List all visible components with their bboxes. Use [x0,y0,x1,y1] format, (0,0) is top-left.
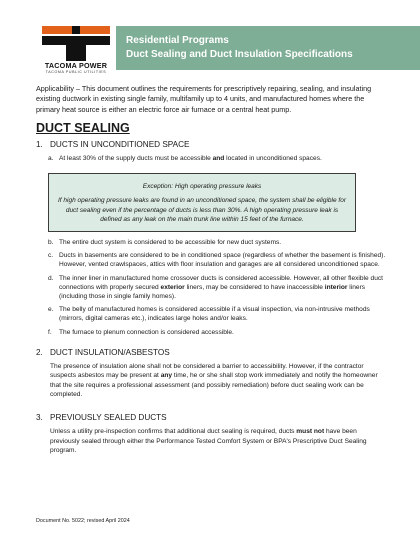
section-2-title [36,347,388,358]
t-logo-icon [38,24,114,62]
section-label: DUCT INSULATION/ASBESTOS [50,347,170,357]
item-letter: a. [48,154,54,162]
section-number: 1. [36,139,43,149]
item-text [59,154,388,163]
applicability-paragraph: Applicability – This document outlines the requirements for prescriptively repairing, sealing, and insulating existing ductwork in existing single family, multifamily up to 4 units, and manufactured homes where the primary heat source is either an electric force air furnace or a central heat pump. [36,84,372,114]
section-label: PREVIOUSLY SEALED DUCTS [50,413,167,423]
section-3-title [36,412,388,423]
list-item-c [48,251,388,269]
exception-body: If high operating pressure leaks are found in an unconditioned space, the system shall be eligible for duct sealing even if the percentage of ducts is less than 30%. A high operating pressure leak is defined as any leak on the main trunk line within 15 feet of the furnace. [58,197,346,223]
item-text-part: The inner liner in manufactured home crossover ducts is considered accessible. However, all other flexible duct connections with properly secured [59,274,383,291]
list-item-d [48,274,388,302]
page-header [0,0,420,78]
item-letter: e. [48,306,54,314]
para-text-part: time, he or she shall stop work immediately and notify the homeowner that the site requires a professional assessment (and possibly remediation) before duct sealing work can be completed. [50,372,378,398]
list-item-e [48,305,388,323]
document-body [36,84,388,463]
title-banner [116,26,420,70]
item-text: The entire duct system is considered to be accessible for new duct systems. [59,238,282,246]
section-heading: DUCT SEALING [36,120,130,135]
section-number: 3. [36,413,43,423]
para-text-part: have been previously sealed through either the Performance Tested Comfort System or BPA's Prescriptive Duct Sealing program. [50,428,367,455]
sealed-ducts-paragraph [50,427,388,455]
item-text-bold: exterior [160,283,185,291]
para-text-bold: must not [296,428,325,436]
item-text-part: liners (including those in single family homes). [59,283,366,300]
item-letter: c. [48,252,54,260]
item-letter: b. [48,238,54,246]
list-item-a [48,154,388,163]
exception-title: Exception: High operating pressure leaks [142,183,262,191]
para-text-part: The presence of insulation alone shall not be considered a barrier to accessibility. However, if the contractor suspects asbestos may be present at [50,362,364,380]
banner-subtitle: Duct Sealing and Duct Insulation Specifications [126,49,353,60]
insulation-paragraph [50,362,388,400]
item-text-part: liners, may be considered to have inaccessible [184,283,325,291]
item-text-part: located in unconditioned spaces. [224,154,322,162]
item-text-part: At least 30% of the supply ducts must be accessible [59,154,213,162]
section-number: 2. [36,347,43,357]
section-1-title [36,139,388,150]
list-item-f [48,328,388,337]
section-label: DUCTS IN UNCONDITIONED SPACE [50,139,190,149]
document-footer: Document No. 5022; revised April 2024 [36,518,130,524]
item-letter: d. [48,274,54,282]
item-text-bold: interior [324,283,348,291]
item-text: Ducts in basements are considered to be in conditioned space (regardless of whether the basement is finished). However, vented crawlspaces, attics with floor insulation and garages are all considered unconditioned space. [59,252,386,269]
item-text: The belly of manufactured homes is considered accessible if a visual inspection, via non-intrusive methods (mirrors, digital cameras etc.), indicates large holes and/or leaks. [59,306,370,323]
logo-name: TACOMA POWER [44,61,108,70]
logo-subtitle: TACOMA PUBLIC UTILITIES [45,70,107,74]
para-text-part: Unless a utility pre-inspection confirms that additional duct sealing is required, ducts [50,428,297,436]
list-item-b [48,238,388,247]
item-letter: f. [48,328,52,336]
item-text [59,274,388,302]
item-text-bold: and [212,154,225,162]
banner-title: Residential Programs [126,35,229,46]
para-text-bold: any [160,372,173,380]
item-text: The furnace to plenum connection is considered accessible. [59,328,234,336]
tacoma-power-logo [38,24,114,78]
exception-box [48,173,356,232]
